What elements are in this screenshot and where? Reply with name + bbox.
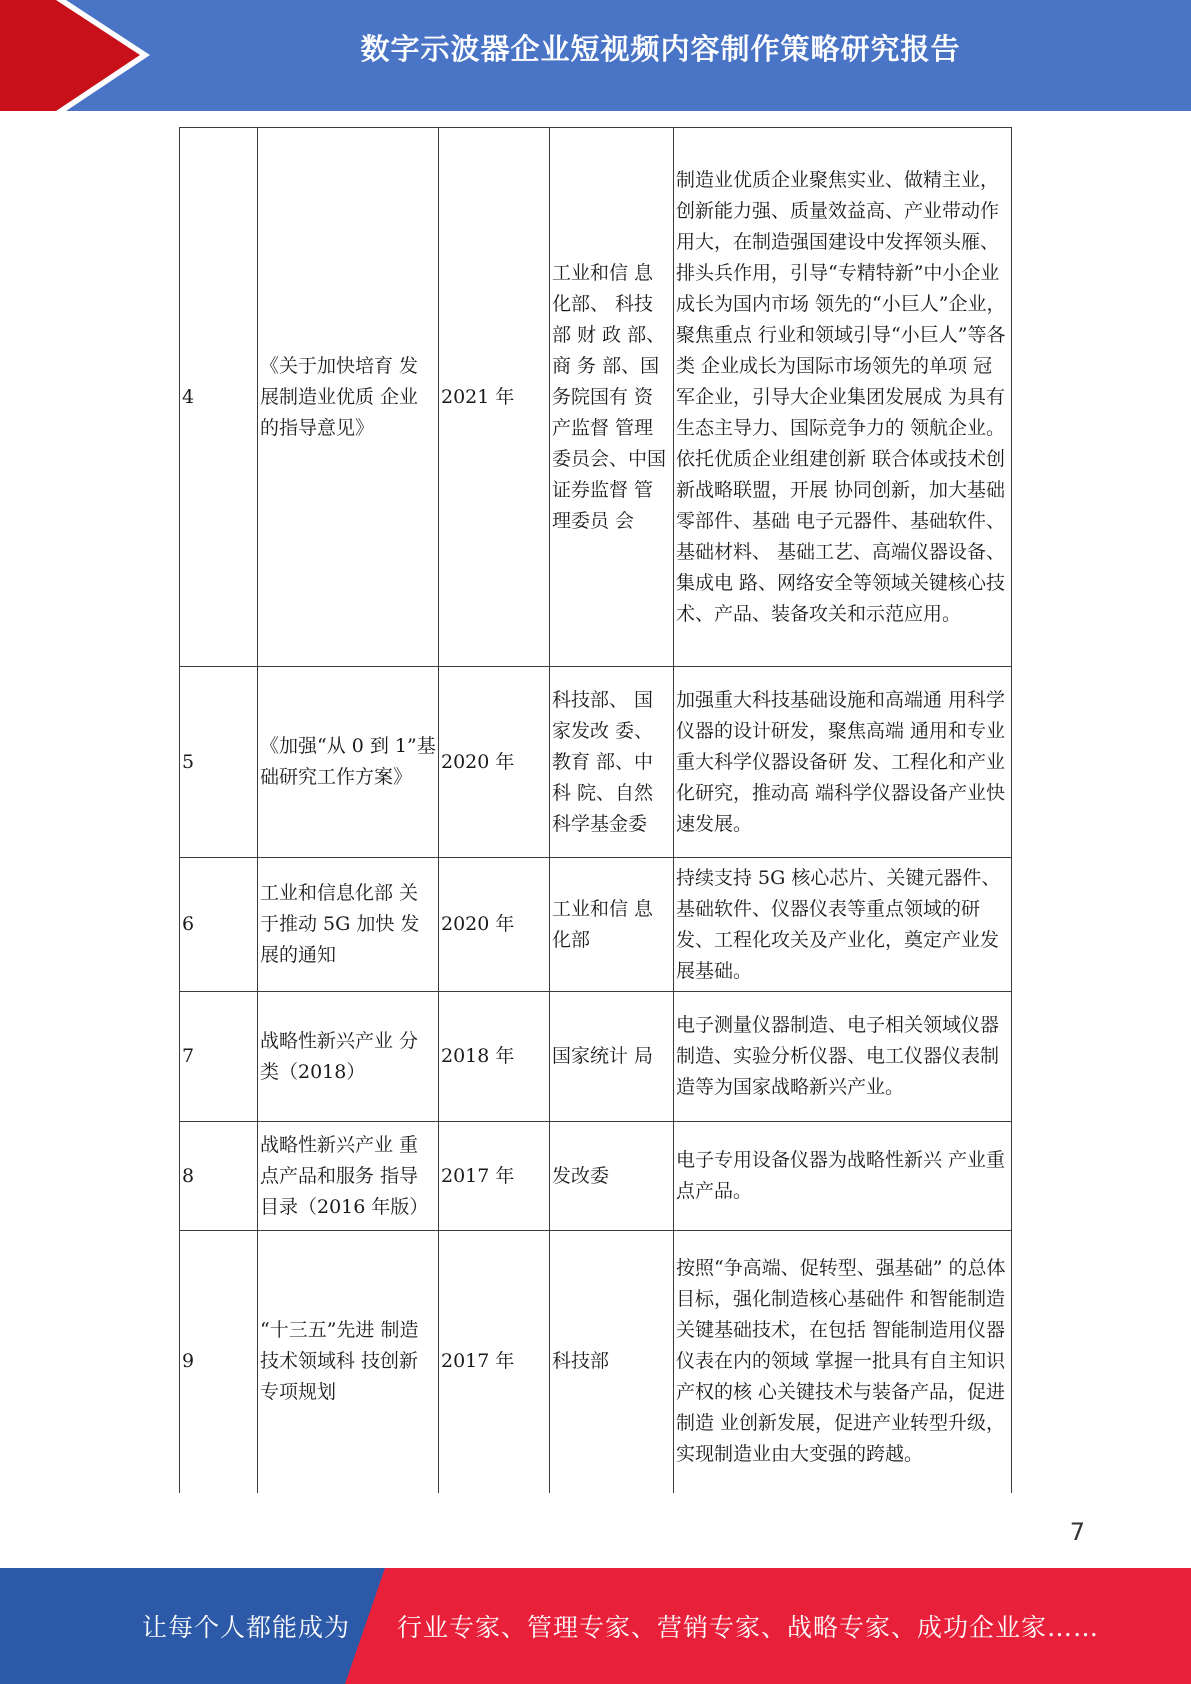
footer-slogan-left: 让每个人都能成为 — [142, 1613, 351, 1642]
policy-year: 2017 年 — [439, 1122, 550, 1231]
policy-content: 持续支持 5G 核心芯片、关键元器件、基础软件、仪器仪表等重点领域的研发、工程化攻关及产业化，奠定产业发展基础。 — [674, 858, 1012, 992]
table-row — [180, 1122, 1012, 1231]
issuing-department: 科技部 — [550, 1231, 674, 1493]
issuing-department: 发改委 — [550, 1122, 674, 1231]
issuing-department: 科技部、 国家发改 委、教育 部、中科 院、自然科学基金委 — [550, 667, 674, 858]
page-number: 7 — [1069, 1518, 1085, 1546]
report-title: 数字示波器企业短视频内容制作策略研究报告 — [360, 32, 961, 66]
policy-content: 按照“争高端、促转型、强基础” 的总体目标，强化制造核心基础件 和智能制造关键基础技术，在包括 智能制造用仪器仪表在内的领域 掌握一批具有自主知识产权的核 心关键技术与装备产品，促进制造 业创新发展，促进产业转型升级， 实现制造业由大变强的跨越。 — [674, 1231, 1012, 1493]
policy-name: 《加强“从 0 到 1”基础研究工作方案》 — [258, 667, 439, 858]
policy-name: 《关于加快培育 发展制造业优质 企业的指导意见》 — [258, 128, 439, 667]
issuing-department: 工业和信 息化部 — [550, 858, 674, 992]
policy-year: 2021 年 — [439, 128, 550, 667]
policy-name: 工业和信息化部 关于推动 5G 加快 发展的通知 — [258, 858, 439, 992]
policy-year: 2020 年 — [439, 858, 550, 992]
table-row — [180, 128, 1012, 667]
row-number: 5 — [180, 667, 258, 858]
policy-content: 电子测量仪器制造、电子相关领域仪器制造、实验分析仪器、电工仪器仪表制造等为国家战略新兴产业。 — [674, 992, 1012, 1122]
policy-year: 2020 年 — [439, 667, 550, 858]
page-header — [0, 0, 1191, 111]
table-row — [180, 992, 1012, 1122]
issuing-department: 工业和信 息化部、 科技部 财 政 部、商 务 部、国 务院国有 资产监督 管理委员会、中国 证券监督 管理委员 会 — [550, 128, 674, 667]
table-row — [180, 858, 1012, 992]
policy-content: 加强重大科技基础设施和高端通 用科学仪器的设计研发，聚焦高端 通用和专业重大科学仪器设备研 发、工程化和产业化研究，推动高 端科学仪器设备产业快速发展。 — [674, 667, 1012, 858]
table-row — [180, 667, 1012, 858]
policy-name: 战略性新兴产业 重点产品和服务 指导目录（2016 年版） — [258, 1122, 439, 1231]
policy-name: 战略性新兴产业 分类（2018） — [258, 992, 439, 1122]
policy-year: 2018 年 — [439, 992, 550, 1122]
table-row — [180, 1231, 1012, 1493]
policy-name: “十三五”先进 制造技术领域科 技创新专项规划 — [258, 1231, 439, 1493]
row-number: 8 — [180, 1122, 258, 1231]
policy-year: 2017 年 — [439, 1231, 550, 1493]
policy-content: 电子专用设备仪器为战略性新兴 产业重点产品。 — [674, 1122, 1012, 1231]
policy-table — [179, 127, 1012, 1493]
row-number: 9 — [180, 1231, 258, 1493]
footer-slogan-right: 行业专家、管理专家、营销专家、战略专家、成功企业家…… — [397, 1613, 1100, 1642]
issuing-department: 国家统计 局 — [550, 992, 674, 1122]
row-number: 6 — [180, 858, 258, 992]
row-number: 4 — [180, 128, 258, 667]
row-number: 7 — [180, 992, 258, 1122]
policy-content: 制造业优质企业聚焦实业、做精主业，创新能力强、质量效益高、产业带动作用大，在制造强国建设中发挥领头雁、排头兵作用，引导“专精特新”中小企业成长为国内市场 领先的“小巨人”企业，聚焦重点 行业和领域引导“小巨人”等各类 企业成长为国际市场领先的单项 冠军企业，引导大企业集团发展成 为具有生态主导力、国际竞争力的 领航企业。依托优质企业组建创新 联合体或技术创新战略联盟，开展 协同创新，加大基础零部件、基础 电子元器件、基础软件、基础材料、 基础工艺、高端仪器设备、集成电 路、网络安全等领域关键核心技 术、产品、装备攻关和示范应用。 — [674, 128, 1012, 667]
page-footer — [0, 1568, 1191, 1684]
